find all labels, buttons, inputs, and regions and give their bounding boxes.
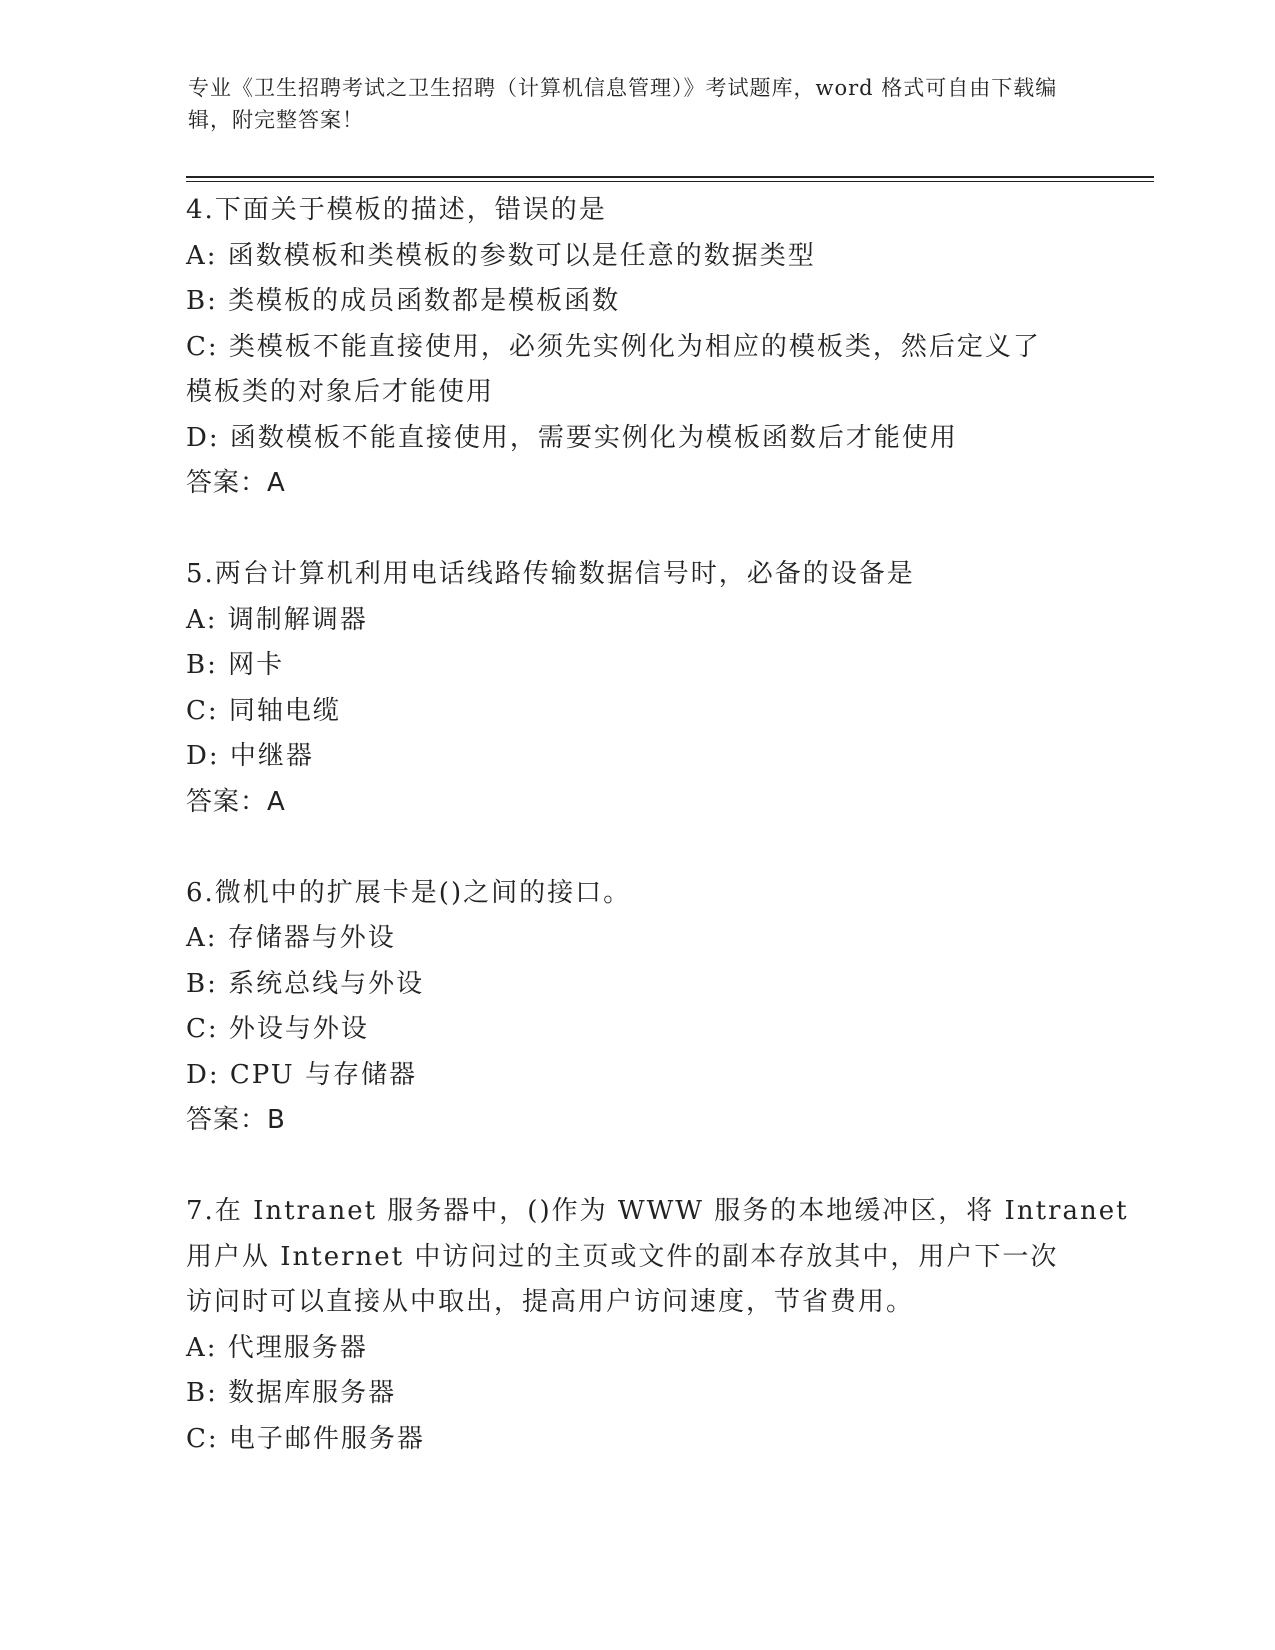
answer-key: 答案：A (186, 468, 286, 498)
question-list (186, 188, 1129, 1462)
answer-option: B: 数据库服务器 (186, 1378, 397, 1408)
question-block (186, 552, 1086, 825)
question-stem: 7.在 Intranet 服务器中，()作为 WWW 服务的本地缓冲区，将 Intranet (186, 1196, 1129, 1226)
question-block (186, 1189, 1129, 1462)
answer-option: C: 外设与外设 (186, 1014, 369, 1044)
answer-option: A: 调制解调器 (186, 604, 368, 635)
document-header: 专业《卫生招聘考试之卫生招聘（计算机信息管理）》考试题库，word 格式可自由下载编辑，附完整答案！ (188, 76, 1058, 132)
answer-key: 答案：A (186, 786, 286, 817)
answer-option: 模板类的对象后才能使用 (186, 377, 495, 407)
question-spacer (186, 507, 1086, 553)
answer-option: B: 类模板的成员函数都是模板函数 (186, 286, 621, 316)
header-divider-thick (186, 176, 1154, 178)
answer-option: A: 代理服务器 (186, 1332, 368, 1363)
answer-option: B: 系统总线与外设 (186, 968, 425, 999)
question-stem: 4.下面关于模板的描述，错误的是 (186, 195, 607, 225)
answer-option: D: 中继器 (186, 741, 314, 771)
answer-option: A: 存储器与外设 (186, 923, 396, 953)
question-stem: 6.微机中的扩展卡是()之间的接口。 (186, 877, 632, 908)
answer-option: C: 同轴电缆 (186, 695, 341, 726)
answer-option: C: 类模板不能直接使用，必须先实例化为相应的模板类，然后定义了 (186, 331, 1041, 362)
answer-option: D: CPU 与存储器 (186, 1059, 417, 1090)
question-block (186, 871, 1086, 1144)
header-divider-thin (186, 181, 1154, 182)
question-stem: 用户从 Internet 中访问过的主页或文件的副本存放其中，用户下一次 (186, 1241, 1059, 1272)
answer-option: B: 网卡 (186, 650, 285, 680)
answer-option: D: 函数模板不能直接使用，需要实例化为模板函数后才能使用 (186, 422, 958, 453)
question-spacer (186, 825, 1086, 871)
question-block (186, 188, 1086, 507)
answer-option: A: 函数模板和类模板的参数可以是任意的数据类型 (186, 240, 816, 271)
answer-option: C: 电子邮件服务器 (186, 1423, 425, 1454)
question-spacer (186, 1144, 1086, 1190)
answer-key: 答案：B (186, 1105, 286, 1135)
question-stem: 5.两台计算机利用电话线路传输数据信号时，必备的设备是 (186, 559, 915, 589)
question-stem: 访问时可以直接从中取出，提高用户访问速度，节省费用。 (186, 1287, 915, 1317)
